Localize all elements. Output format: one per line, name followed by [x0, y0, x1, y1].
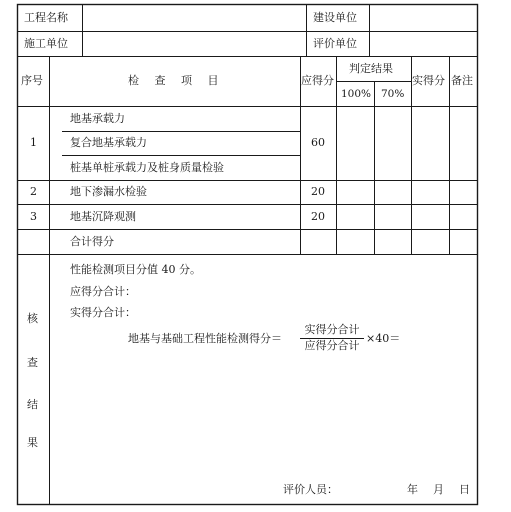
project-name-label: 工程名称 [24, 11, 68, 24]
review-label-char-4: 果 [27, 436, 38, 449]
formula-prefix: 地基与基础工程性能检测得分＝ [128, 332, 282, 345]
row1-item-2: 复合地基承载力 [70, 136, 147, 149]
row2-score: 20 [311, 185, 325, 198]
row3-item: 地基沉降观测 [70, 210, 136, 223]
review-line-3: 实得分合计： [70, 306, 136, 319]
date-month: 月 [433, 483, 444, 496]
row2-item: 地下渗漏水检验 [70, 185, 147, 198]
total-score-label: 合计得分 [70, 235, 114, 248]
col-judgement-header: 判定结果 [349, 62, 393, 75]
formula-denominator: 应得分合计 [304, 339, 360, 352]
evaluator-label: 评价人员： [283, 483, 338, 496]
date-year: 年 [407, 483, 418, 496]
col-due-score-header: 应得分 [301, 74, 334, 87]
col-seq-header: 序号 [21, 74, 43, 87]
row1-seq: 1 [30, 136, 37, 149]
construction-unit-label: 建设单位 [313, 11, 357, 24]
review-line-1: 性能检测项目分值 40 分。 [70, 263, 201, 276]
review-label-char-2: 查 [27, 356, 38, 369]
formula-numerator: 实得分合计 [304, 323, 360, 336]
date-day: 日 [459, 483, 470, 496]
review-label-char-1: 核 [27, 312, 38, 325]
row1-score: 60 [311, 136, 325, 149]
review-label-char-3: 结 [27, 398, 38, 411]
review-line-2: 应得分合计： [70, 285, 136, 298]
row3-score: 20 [311, 210, 325, 223]
col-items-header: 检 查 项 目 [128, 74, 225, 87]
col-100pct-header: 100% [341, 88, 372, 100]
row2-seq: 2 [30, 185, 37, 198]
contractor-label: 施工单位 [24, 37, 68, 50]
col-70pct-header: 70% [381, 88, 405, 100]
col-remarks-header: 备注 [451, 74, 473, 87]
row1-item-1: 地基承载力 [70, 112, 125, 125]
col-actual-score-header: 实得分 [412, 74, 445, 87]
formula-suffix: ×40＝ [366, 332, 401, 345]
row1-item-3: 桩基单桩承载力及桩身质量检验 [70, 161, 224, 174]
row3-seq: 3 [30, 210, 37, 223]
evaluation-unit-label: 评价单位 [313, 37, 357, 50]
